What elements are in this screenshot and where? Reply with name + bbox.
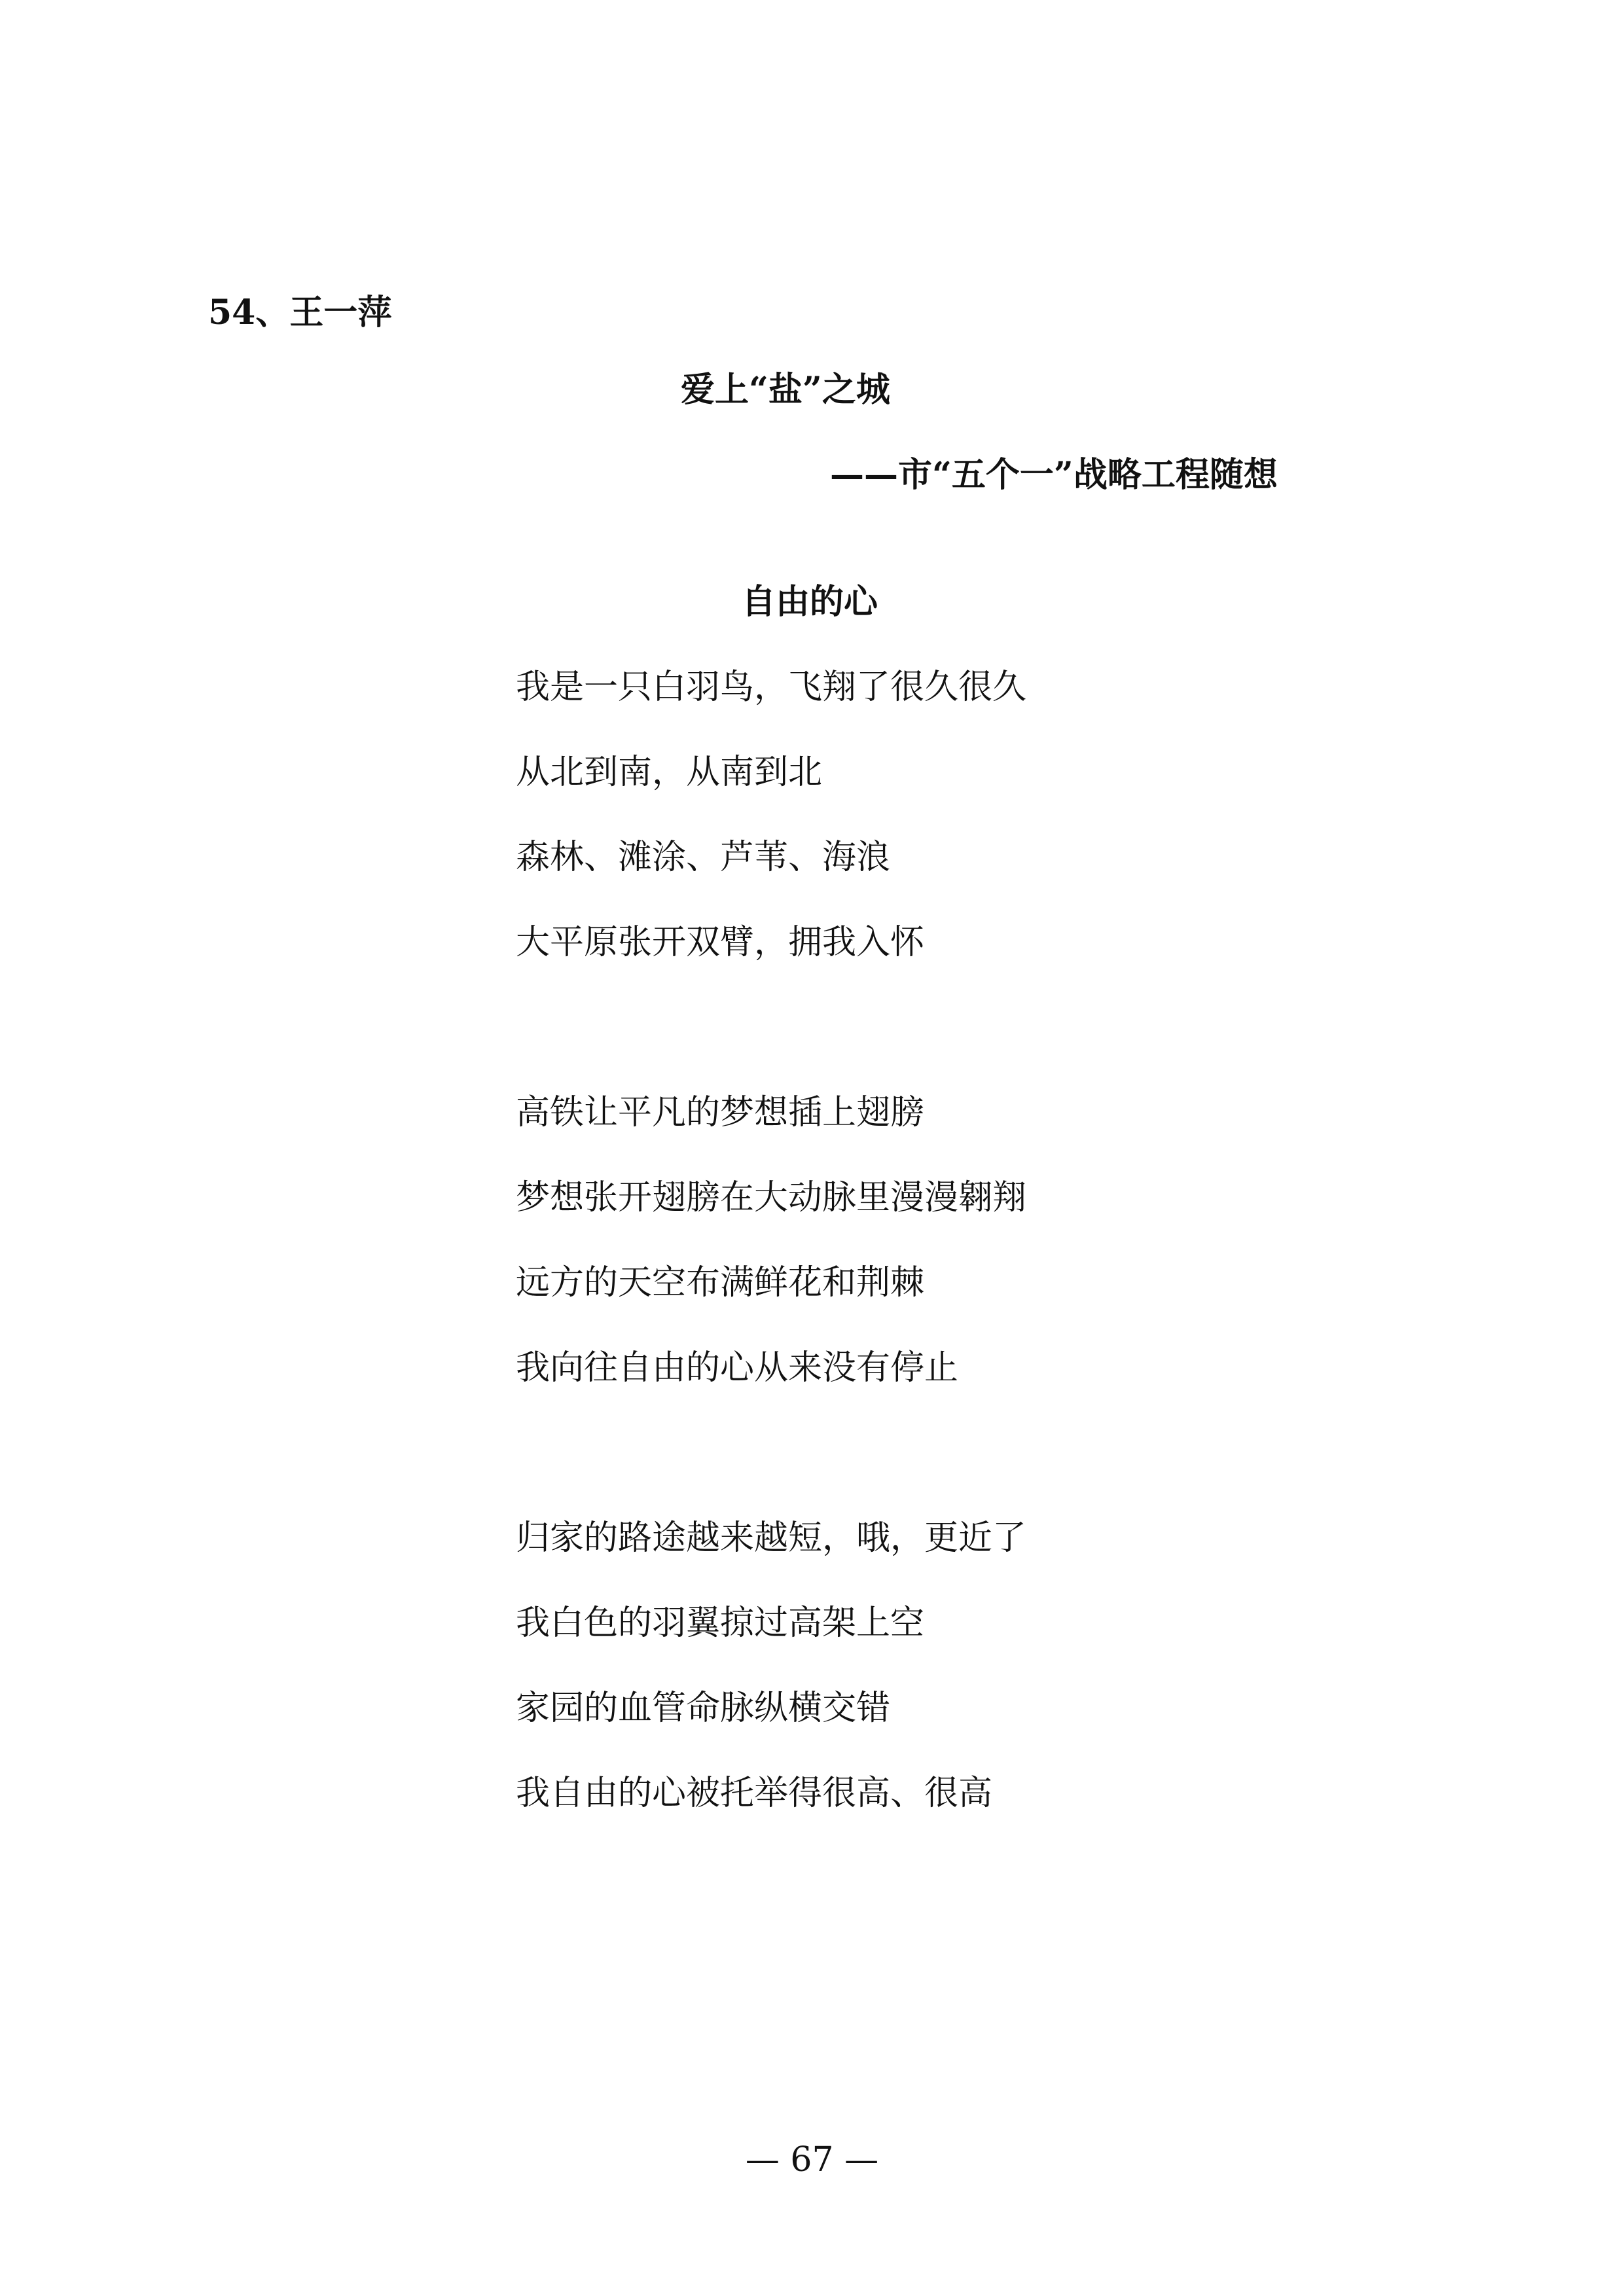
author-heading: 54、王一萍 xyxy=(208,293,392,332)
stanza-3 xyxy=(516,1517,1026,1814)
poem-line: 我自由的心被托举得很高、很高 xyxy=(516,1774,993,1813)
document-title: 爱上“盐”之城 xyxy=(681,370,890,410)
stanza-break xyxy=(516,1007,1026,1092)
poem-line: 我白色的羽翼掠过高架上空 xyxy=(516,1604,925,1643)
stanza-break xyxy=(516,1432,1026,1517)
poem-line: 归家的路途越来越短，哦，更近了 xyxy=(516,1518,1027,1558)
poem-line: 我是一只白羽鸟，飞翔了很久很久 xyxy=(516,668,1027,707)
poem-body xyxy=(516,666,1026,1857)
poem-line: 大平原张开双臂，拥我入怀 xyxy=(516,923,925,962)
page-number: — 67 — xyxy=(745,2140,879,2179)
poem-line: 家园的血管命脉纵横交错 xyxy=(516,1689,891,1728)
poem-line: 远方的天空布满鲜花和荆棘 xyxy=(516,1263,925,1302)
stanza-2 xyxy=(516,1092,1026,1389)
document-subtitle: ——市“五个一”战略工程随想 xyxy=(830,455,1278,495)
stanza-1 xyxy=(516,666,1026,963)
poem-line: 我向往自由的心从来没有停止 xyxy=(516,1348,959,1388)
poem-title: 自由的心 xyxy=(742,582,878,622)
poem-line: 高铁让平凡的梦想插上翅膀 xyxy=(516,1093,925,1132)
poem-line: 森林、滩涂、芦苇、海浪 xyxy=(516,838,891,877)
poem-line: 从北到南，从南到北 xyxy=(516,753,823,792)
poem-line: 梦想张开翅膀在大动脉里漫漫翱翔 xyxy=(516,1178,1027,1217)
